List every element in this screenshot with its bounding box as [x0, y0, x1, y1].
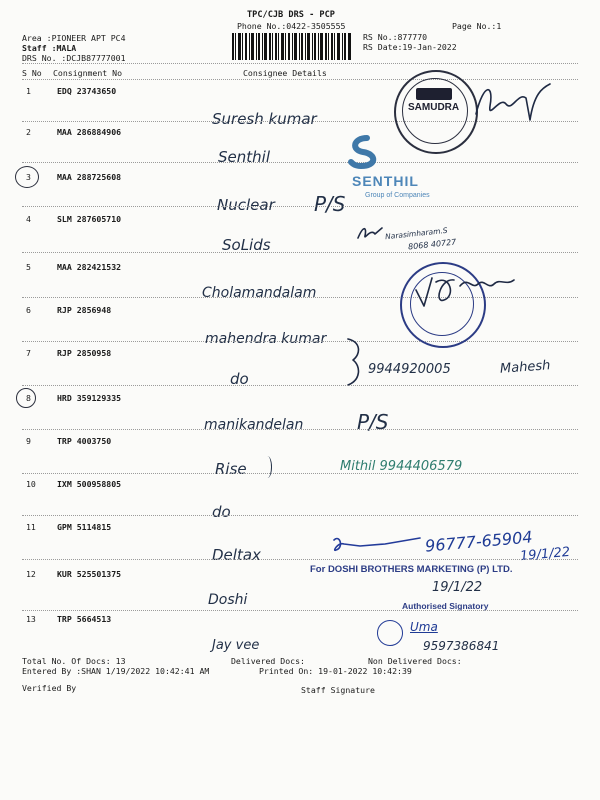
row-consignment: SLM 287605710 [57, 214, 122, 224]
non-delivered-docs: Non Delivered Docs: [368, 656, 462, 666]
row-divider [22, 252, 578, 253]
row-divider [22, 385, 578, 386]
page-number: Page No.:1 [452, 21, 502, 31]
consignee-handwritten: SoLids [222, 236, 271, 254]
consignee-handwritten: Nuclear [217, 196, 275, 214]
senthil-brand: SENTHIL [352, 173, 419, 189]
consignee-handwritten: Cholamandalam [202, 285, 317, 301]
samudra-brand: SAMUDRA [408, 102, 460, 113]
verified-by: Verified By [22, 683, 77, 693]
row-consignment: RJP 2850958 [57, 348, 112, 358]
phone-handwritten: Mithil 9944406579 [340, 459, 463, 474]
row-divider [22, 559, 578, 560]
row-consignment: EDQ 23743650 [57, 86, 117, 96]
row-sno: 10 [26, 479, 36, 489]
staff-label: Staff :MALA [22, 43, 77, 53]
consignee-handwritten: Suresh kumar [212, 110, 317, 128]
header-rule-top [22, 63, 578, 64]
consignee-handwritten: do [212, 503, 231, 521]
date-handwritten: 19/1/22 [519, 544, 571, 565]
phone-handwritten: 96777-65904 [424, 527, 534, 556]
signature-scribble [470, 74, 560, 130]
row-consignment: IXM 500958805 [57, 479, 122, 489]
row-consignment: MAA 286884906 [57, 127, 122, 137]
receiver-name: Uma [410, 620, 438, 634]
contact-name: Narasimharam.S [384, 225, 448, 242]
samudra-stamp [394, 70, 478, 154]
consignee-handwritten: mahendra kumar [205, 331, 327, 347]
row-consignment: TRP 5664513 [57, 614, 112, 624]
row-sno: 6 [26, 305, 31, 315]
row-sno: 12 [26, 569, 36, 579]
circle-mark [377, 620, 403, 646]
row-consignment: TRP 4003750 [57, 436, 112, 446]
bracket-mark [263, 456, 272, 478]
signature-scribble [410, 266, 550, 312]
consignee-handwritten: do [230, 370, 249, 388]
row-sno: 5 [26, 262, 31, 272]
col-consignee: Consignee Details [243, 68, 327, 78]
row-sno: 3 [26, 172, 31, 182]
row-sno: 11 [26, 522, 36, 532]
senthil-subtitle: Group of Companies [365, 192, 430, 199]
entered-by: Entered By :SHAN 1/19/2022 10:42:41 AM [22, 666, 210, 676]
consignee-handwritten: Senthil [218, 148, 270, 166]
row-divider [22, 610, 578, 611]
row-divider [22, 341, 578, 342]
row-sno: 1 [26, 86, 31, 96]
consignee-handwritten: manikandelan [204, 417, 304, 433]
signature-mark [355, 224, 385, 242]
contact-number: 8068 40727 [407, 237, 457, 252]
row-consignment: MAA 288725608 [57, 172, 122, 182]
ink-scribble [330, 532, 430, 558]
row-consignment: GPM 5114815 [57, 522, 112, 532]
total-docs: Total No. Of Docs: 13 [22, 656, 126, 666]
row-sno: 7 [26, 348, 31, 358]
printed-on: Printed On: 19-01-2022 10:42:39 [259, 666, 412, 676]
barcode [232, 33, 352, 60]
row-sno: 2 [26, 127, 31, 137]
date-handwritten: 19/1/22 [432, 580, 483, 595]
row-divider [22, 429, 578, 430]
row-consignment: RJP 2856948 [57, 305, 112, 315]
col-sno: S No [22, 68, 42, 78]
document-title: TPC/CJB DRS - PCP [247, 10, 335, 20]
row-consignment: KUR 525501375 [57, 569, 122, 579]
row-sno: 13 [26, 614, 36, 624]
row-divider [22, 206, 578, 207]
consignee-handwritten: Rise [215, 460, 247, 478]
ps-mark: P/S [314, 192, 346, 216]
row-consignment: HRD 359129335 [57, 393, 122, 403]
phone-handwritten: 9944920005 [368, 362, 451, 377]
consignee-handwritten: Jay vee [212, 638, 260, 653]
row-divider [22, 162, 578, 163]
consignee-handwritten: Doshi [208, 592, 248, 608]
row-sno: 4 [26, 214, 31, 224]
phone-number: Phone No.:0422-3505555 [237, 21, 346, 31]
company-stamp: For DOSHI BROTHERS MARKETING (P) LTD. [310, 564, 513, 575]
row-divider [22, 515, 578, 516]
row-divider [22, 473, 578, 474]
staff-signature: Staff Signature [301, 685, 375, 695]
signature: Mahesh [499, 358, 551, 377]
delivered-docs: Delivered Docs: [231, 656, 305, 666]
row-sno: 9 [26, 436, 31, 446]
rs-number: RS No.:877770 [363, 32, 428, 42]
row-consignment: MAA 282421532 [57, 262, 122, 272]
ps-mark: P/S [357, 410, 389, 434]
bracket-mark [345, 336, 369, 388]
col-consignment: Consignment No [53, 68, 123, 78]
phone-handwritten: 9597386841 [423, 639, 500, 653]
consignee-handwritten: Deltax [212, 546, 261, 564]
drs-number: DRS No. :DCJB87777001 [22, 53, 126, 63]
rs-date: RS Date:19-Jan-2022 [363, 42, 457, 52]
area-label: Area :PIONEER APT PC4 [22, 33, 126, 43]
authorised-stamp: Authorised Signatory [402, 601, 489, 611]
row-sno: 8 [26, 393, 31, 403]
